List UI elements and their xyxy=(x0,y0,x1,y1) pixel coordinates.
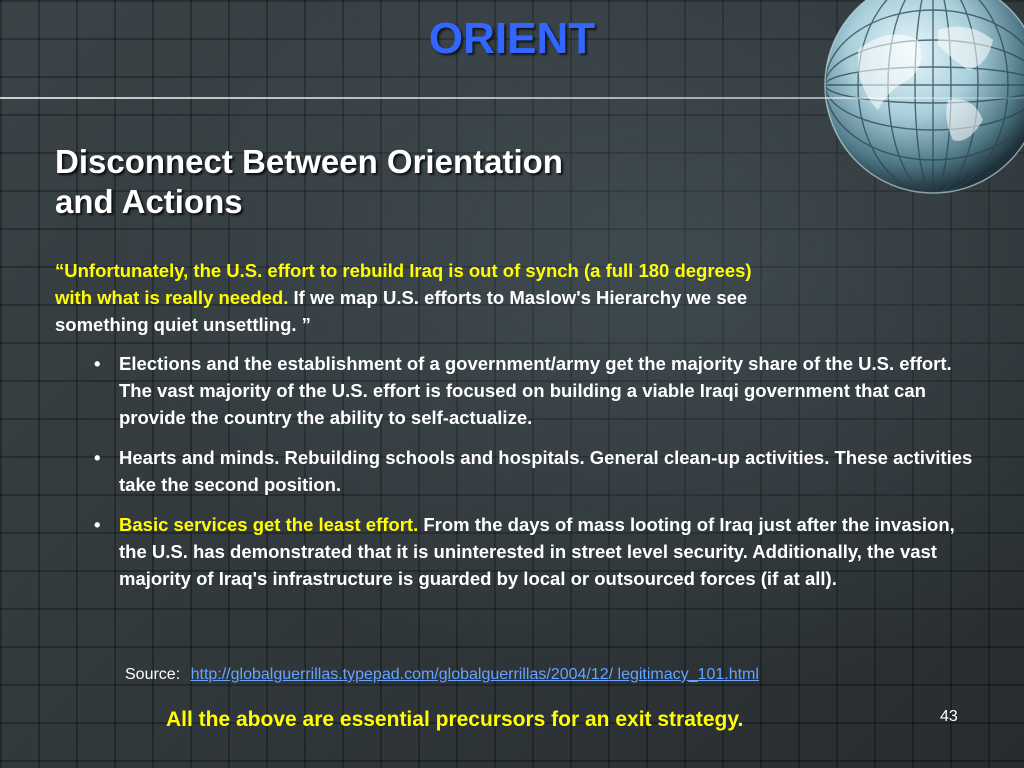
bullet-text: From the days of mass looting of Iraq just after the invasion, the U.S. has demonstrated that it is uninterested in street level security. Additionally, the vast majority of Iraq's infrastructure is guarded by local or outsourced forces (if at all). xyxy=(119,514,955,589)
source-citation xyxy=(125,666,759,684)
bullet-highlight: Basic services get the least effort. xyxy=(119,514,419,535)
bullet-marker: • xyxy=(94,447,101,468)
bullet-item-hearts-and-minds xyxy=(92,444,982,498)
bullet-list xyxy=(92,350,982,605)
bullet-marker: • xyxy=(94,353,101,374)
subtitle-line-2: and Actions xyxy=(55,183,243,220)
quote-rest: If we map U.S. efforts to Maslow's Hierarchy we see something quiet unsettling. ” xyxy=(55,287,748,335)
quote-paragraph xyxy=(55,257,785,338)
source-label: Source: xyxy=(125,666,181,683)
footer-statement: All the above are essential precursors for an exit strategy. xyxy=(166,708,744,731)
bullet-item-basic-services xyxy=(92,511,982,592)
quote-highlight: “Unfortunately, the U.S. effort to rebuild Iraq is out of synch (a full 180 degrees) with what is really needed. xyxy=(55,260,752,308)
slide-title: ORIENT xyxy=(428,14,596,63)
bullet-marker: • xyxy=(94,514,101,535)
title-divider xyxy=(0,97,1024,99)
bullet-text: Elections and the establishment of a government/army get the majority share of the U.S. effort. The vast majority of the U.S. effort is focused on building a viable Iraqi government that can provide the country the ability to self-actualize. xyxy=(119,353,952,428)
page-number: 43 xyxy=(940,708,958,725)
subtitle-line-1: Disconnect Between Orientation xyxy=(55,143,563,180)
bullet-text: Hearts and minds. Rebuilding schools and hospitals. General clean-up activities. These activities take the second position. xyxy=(119,447,973,495)
source-link[interactable]: http://globalguerrillas.typepad.com/globalguerrillas/2004/12/ legitimacy_101.html xyxy=(190,666,759,683)
slide-subtitle xyxy=(55,142,563,222)
bullet-item-elections xyxy=(92,350,982,431)
